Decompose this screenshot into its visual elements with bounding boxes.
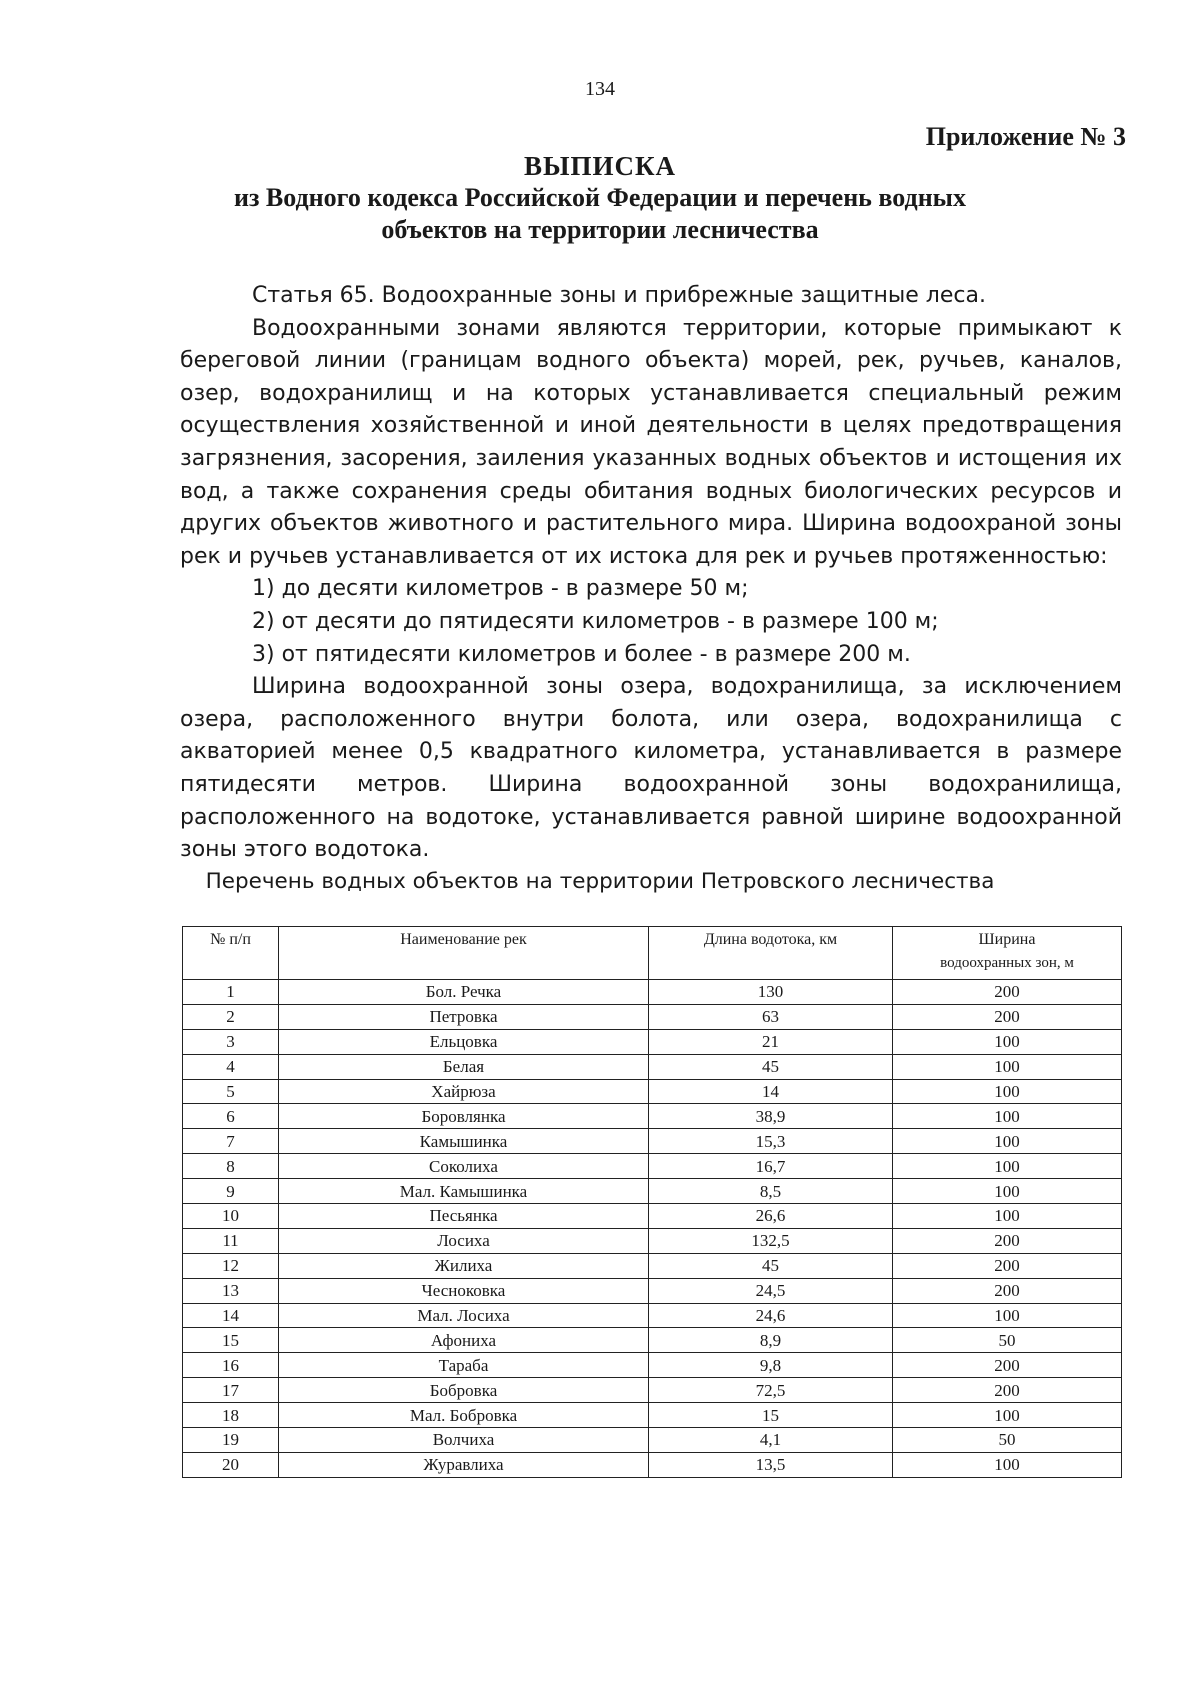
table-title: Перечень водных объектов на территории Петровского лесничества bbox=[205, 869, 995, 894]
table-body bbox=[183, 980, 1122, 1478]
table-row bbox=[183, 1029, 1122, 1054]
river-name: Бобровка bbox=[279, 1378, 649, 1403]
table-row bbox=[183, 1303, 1122, 1328]
row-number: 10 bbox=[183, 1204, 279, 1229]
river-name: Волчиха bbox=[279, 1428, 649, 1453]
zone-width: 200 bbox=[893, 1004, 1122, 1029]
zone-width: 100 bbox=[893, 1029, 1122, 1054]
river-name: Бол. Речка bbox=[279, 980, 649, 1005]
row-number: 15 bbox=[183, 1328, 279, 1353]
table-row bbox=[183, 1228, 1122, 1253]
river-length: 24,6 bbox=[649, 1303, 893, 1328]
paragraph-2: Ширина водоохранной зоны озера, водохранилища, за исключением озера, расположенного внутри болота, или озера, водохранилища с акваторией менее 0,5 квадратного километра, устанавливается в размере пятидесяти метров. Ширина водоохранной зоны водохранилища, расположенного на водотоке, устанавливается равной ширине водоохранной зоны этого водотока. bbox=[180, 674, 1122, 863]
row-number: 2 bbox=[183, 1004, 279, 1029]
river-name: Соколиха bbox=[279, 1154, 649, 1179]
zone-width: 100 bbox=[893, 1204, 1122, 1229]
zone-width: 100 bbox=[893, 1054, 1122, 1079]
header-num: № п/п bbox=[183, 927, 279, 980]
table-row bbox=[183, 1403, 1122, 1428]
river-length: 15 bbox=[649, 1403, 893, 1428]
table-row bbox=[183, 1328, 1122, 1353]
zone-width: 100 bbox=[893, 1104, 1122, 1129]
table-row bbox=[183, 1154, 1122, 1179]
river-length: 15,3 bbox=[649, 1129, 893, 1154]
table-row bbox=[183, 1179, 1122, 1204]
river-name: Лосиха bbox=[279, 1228, 649, 1253]
header-name: Наименование рек bbox=[279, 927, 649, 980]
row-number: 3 bbox=[183, 1029, 279, 1054]
river-length: 24,5 bbox=[649, 1278, 893, 1303]
list-item: 2) от десяти до пятидесяти километров - в размере 100 м; bbox=[252, 608, 939, 634]
river-name: Боровлянка bbox=[279, 1104, 649, 1129]
title-main: ВЫПИСКА bbox=[523, 151, 677, 181]
list-item: 1) до десяти километров - в размере 50 м; bbox=[252, 576, 749, 602]
table-header-row bbox=[183, 927, 1122, 980]
document-title bbox=[150, 150, 1050, 246]
row-number: 6 bbox=[183, 1104, 279, 1129]
zone-width: 100 bbox=[893, 1452, 1122, 1477]
river-length: 63 bbox=[649, 1004, 893, 1029]
river-name: Мал. Лосиха bbox=[279, 1303, 649, 1328]
river-length: 132,5 bbox=[649, 1228, 893, 1253]
title-line-1: из Водного кодекса Российской Федерации и перечень водных bbox=[234, 183, 966, 212]
river-length: 4,1 bbox=[649, 1428, 893, 1453]
table-row bbox=[183, 1204, 1122, 1229]
row-number: 18 bbox=[183, 1403, 279, 1428]
table-row bbox=[183, 1079, 1122, 1104]
row-number: 20 bbox=[183, 1452, 279, 1477]
row-number: 1 bbox=[183, 980, 279, 1005]
river-length: 9,8 bbox=[649, 1353, 893, 1378]
river-length: 16,7 bbox=[649, 1154, 893, 1179]
zone-width: 100 bbox=[893, 1179, 1122, 1204]
header-width-line-2: водоохранных зон, м bbox=[940, 955, 1074, 971]
river-length: 45 bbox=[649, 1054, 893, 1079]
zone-width: 50 bbox=[893, 1428, 1122, 1453]
river-length: 26,6 bbox=[649, 1204, 893, 1229]
header-length: Длина водотока, км bbox=[649, 927, 893, 980]
table-row bbox=[183, 1253, 1122, 1278]
row-number: 9 bbox=[183, 1179, 279, 1204]
river-length: 13,5 bbox=[649, 1452, 893, 1477]
zone-width: 200 bbox=[893, 1228, 1122, 1253]
river-length: 8,9 bbox=[649, 1328, 893, 1353]
row-number: 11 bbox=[183, 1228, 279, 1253]
river-name: Песьянка bbox=[279, 1204, 649, 1229]
table-row bbox=[183, 1353, 1122, 1378]
list-item: 3) от пятидесяти километров и более - в размере 200 м. bbox=[252, 641, 911, 667]
zone-width: 100 bbox=[893, 1303, 1122, 1328]
row-number: 4 bbox=[183, 1054, 279, 1079]
river-length: 21 bbox=[649, 1029, 893, 1054]
table-row bbox=[183, 1054, 1122, 1079]
zone-width: 200 bbox=[893, 1378, 1122, 1403]
table-row bbox=[183, 1004, 1122, 1029]
paragraph-1: Водоохранными зонами являются территории, которые примыкают к береговой линии (границам водного объекта) морей, рек, ручьев, каналов, озер, водохранилищ и на которых устанавливается специальный режим осуществления хозяйственной и иной деятельности в целях предотвращения загрязнения, засорения, заиления указанных водных объектов и истощения их вод, а также сохранения среды обитания водных биологических ресурсов и других объектов животного и растительного мира. Ширина водоохраной зоны рек и ручьев устанавливается от их истока для рек и ручьев протяженностью: bbox=[180, 315, 1122, 569]
river-name: Ельцовка bbox=[279, 1029, 649, 1054]
zone-width: 200 bbox=[893, 980, 1122, 1005]
row-number: 17 bbox=[183, 1378, 279, 1403]
river-name: Афониха bbox=[279, 1328, 649, 1353]
table-row bbox=[183, 1129, 1122, 1154]
river-length: 8,5 bbox=[649, 1179, 893, 1204]
zone-width: 200 bbox=[893, 1278, 1122, 1303]
page-number: 134 bbox=[585, 78, 615, 100]
river-name: Тараба bbox=[279, 1353, 649, 1378]
river-length: 14 bbox=[649, 1079, 893, 1104]
row-number: 7 bbox=[183, 1129, 279, 1154]
row-number: 16 bbox=[183, 1353, 279, 1378]
river-name: Петровка bbox=[279, 1004, 649, 1029]
table-row bbox=[183, 1428, 1122, 1453]
zone-width: 100 bbox=[893, 1403, 1122, 1428]
river-length: 38,9 bbox=[649, 1104, 893, 1129]
appendix-label: Приложение № 3 bbox=[925, 122, 1126, 151]
river-name: Чесноковка bbox=[279, 1278, 649, 1303]
row-number: 14 bbox=[183, 1303, 279, 1328]
river-name: Камышинка bbox=[279, 1129, 649, 1154]
article-heading: Статья 65. Водоохранные зоны и прибрежные защитные леса. bbox=[252, 283, 986, 308]
article-body bbox=[180, 280, 1122, 867]
river-name: Жилиха bbox=[279, 1253, 649, 1278]
row-number: 5 bbox=[183, 1079, 279, 1104]
zone-width: 100 bbox=[893, 1154, 1122, 1179]
zone-width: 200 bbox=[893, 1253, 1122, 1278]
table-row bbox=[183, 1378, 1122, 1403]
table-row bbox=[183, 1452, 1122, 1477]
row-number: 12 bbox=[183, 1253, 279, 1278]
river-length: 45 bbox=[649, 1253, 893, 1278]
row-number: 19 bbox=[183, 1428, 279, 1453]
zone-width: 50 bbox=[893, 1328, 1122, 1353]
title-line-2: объектов на территории лесничества bbox=[381, 215, 819, 244]
river-name: Хайрюза bbox=[279, 1079, 649, 1104]
table-row bbox=[183, 1278, 1122, 1303]
row-number: 13 bbox=[183, 1278, 279, 1303]
zone-width: 100 bbox=[893, 1079, 1122, 1104]
river-length: 72,5 bbox=[649, 1378, 893, 1403]
river-name: Белая bbox=[279, 1054, 649, 1079]
header-width-line-1: Ширина bbox=[978, 931, 1036, 948]
table-row bbox=[183, 980, 1122, 1005]
row-number: 8 bbox=[183, 1154, 279, 1179]
river-name: Мал. Бобровка bbox=[279, 1403, 649, 1428]
header-width bbox=[893, 927, 1122, 980]
rivers-table bbox=[182, 926, 1122, 1478]
table-row bbox=[183, 1104, 1122, 1129]
zone-width: 200 bbox=[893, 1353, 1122, 1378]
river-length: 130 bbox=[649, 980, 893, 1005]
river-name: Журавлиха bbox=[279, 1452, 649, 1477]
zone-width: 100 bbox=[893, 1129, 1122, 1154]
river-name: Мал. Камышинка bbox=[279, 1179, 649, 1204]
